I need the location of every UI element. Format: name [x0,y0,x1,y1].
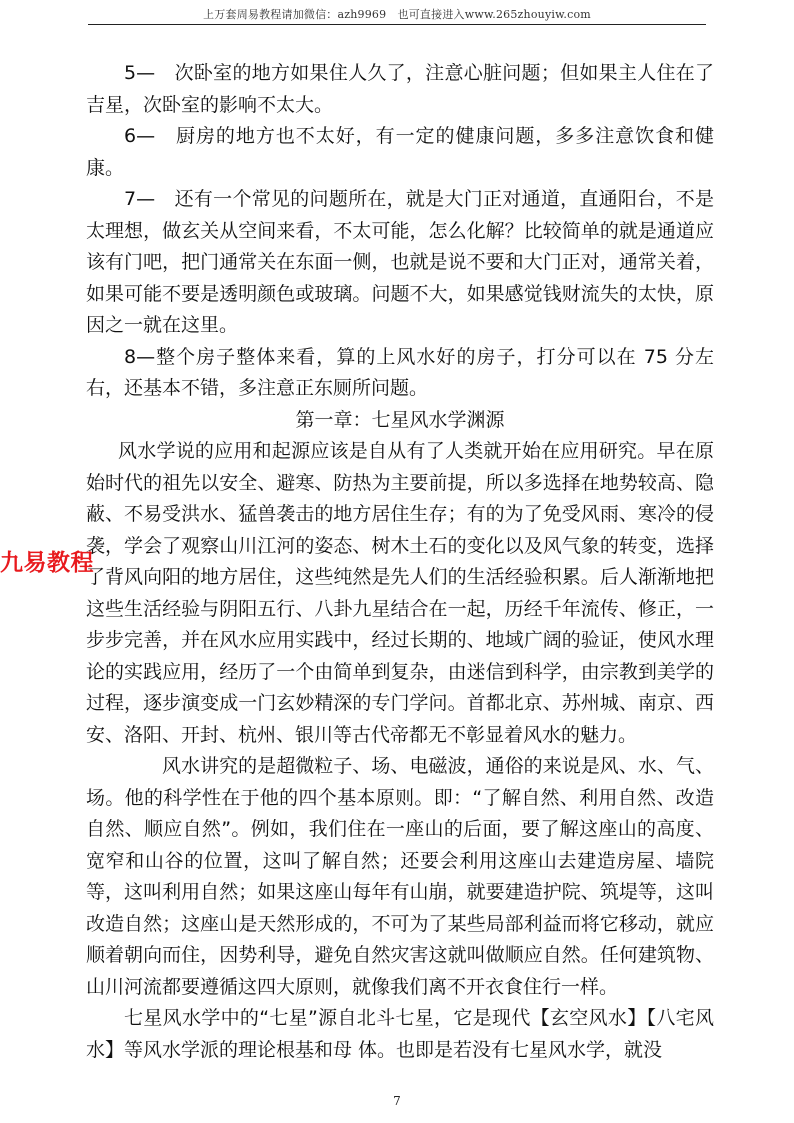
paragraph-7: 7— 还有一个常见的问题所在，就是大门正对通道，直通阳台，不是太理想，做玄关从空间来看，不太可能，怎么化解？比较简单的就是通道应该有门吧，把门通常关在东面一侧，也就是说不要和大门正对，通常关着，如果可能不要是透明颜色或玻璃。问题不大，如果感觉钱财流失的太快，原因之一就在这里。 [86,188,714,336]
page-number: 7 [393,1094,401,1108]
header-rule [88,24,706,25]
watermark-logo: 九易教程 [0,550,94,576]
chapter-paragraph-seven-stars: 七星风水学中的“七星”源自北斗七星，它是现代【玄空风水】【八宅风水】等风水学派的理论根基和母 体。也即是若没有七星风水学，就没 [86,1007,714,1061]
paragraph-6: 6— 厨房的地方也不太好，有一定的健康问题，多多注意饮食和健康。 [86,125,714,179]
chapter-paragraph-principles: 风水讲究的是超微粒子、场、电磁波，通俗的来说是风、水、气、场。他的科学性在于他的四个基本原则。即：“了解自然、利用自然、改造自然、顺应自然”。例如，我们住在一座山的后面，要了解这座山的高度、宽窄和山谷的位置，这叫了解自然；还要会利用这座山去建造房屋、墙院等，这叫利用自然；如果这座山每年有山崩，就要建造护院、筑堤等，这叫改造自然；这座山是天然形成的，不可为了某些局部利益而将它移动，就应顺着朝向而住，因势利导，避免自然灾害这就叫做顺应自然。任何建筑物、山川河流都要遵循这四大原则，就像我们离不开衣食住行一样。 [86,755,714,998]
chapter-paragraph-origin: 风水学说的应用和起源应该是自从有了人类就开始在应用研究。早在原始时代的祖先以安全、避寒、防热为主要前提，所以多选择在地势较高、隐蔽、不易受洪水、猛兽袭击的地方居住生存；有的为了免受风雨、寒冷的侵袭，学会了观察山川江河的姿态、树木土石的变化以及风气象的转变，选择了背风向阳的地方居住，这些纯然是先人们的生活经验积累。后人渐渐地把这些生活经验与阴阳五行、八卦九星结合在一起，历经千年流传、修正，一步步完善，并在风水应用实践中，经过长期的、地域广阔的验证，使风水理论的实践应用，经历了一个由简单到复杂，由迷信到科学，由宗教到美学的过程，逐步演变成一门玄妙精深的专门学问。首都北京、苏州城、南京、西安、洛阳、开封、杭州、银川等古代帝都无不彰显着风水的魅力。 [86,440,714,746]
page-header: 上万套周易教程请加微信：azh9969 也可直接进入www.265zhouyiw.com [203,8,591,21]
document-body [86,58,714,1066]
paragraph-5: 5— 次卧室的地方如果住人久了，注意心脏问题；但如果主人住在了吉星，次卧室的影响不太大。 [86,62,714,116]
paragraph-8: 8—整个房子整体来看，算的上风水好的房子，打分可以在 75 分左右，还基本不错，多注意正东厕所问题。 [86,345,714,399]
chapter-title: 第一章：七星风水学渊源 [295,408,505,431]
